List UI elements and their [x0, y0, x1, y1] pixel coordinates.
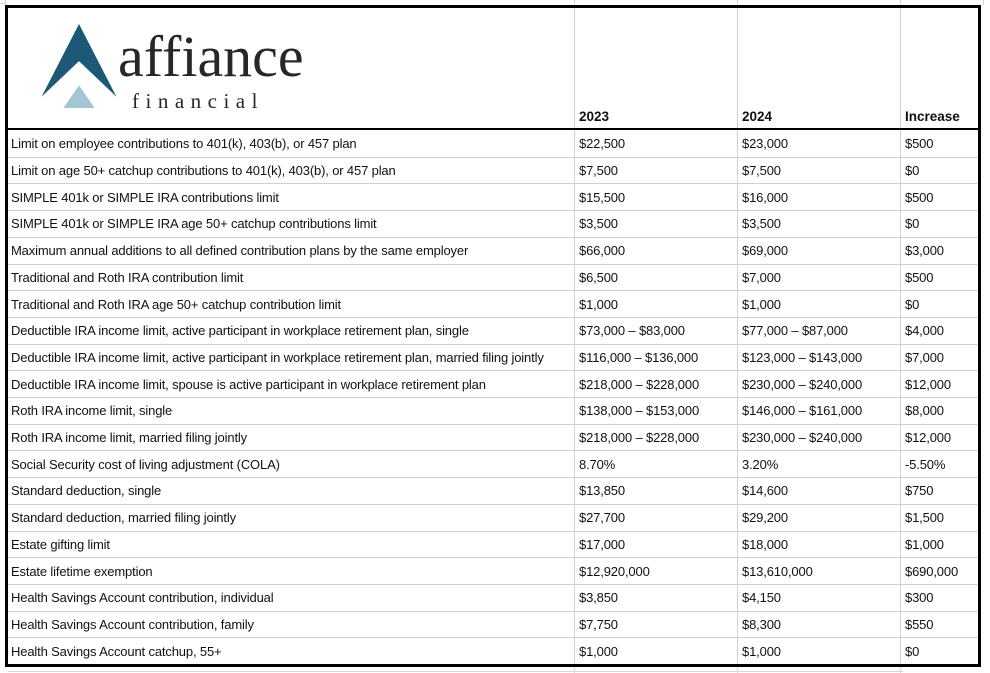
value-increase: -5.50% [900, 451, 978, 477]
value-2024: $1,000 [737, 291, 900, 317]
row-label: Maximum annual additions to all defined contribution plans by the same employer [11, 243, 469, 259]
value-increase: $0 [900, 158, 978, 184]
gridline [983, 0, 984, 5]
value-2023: $116,000 – $136,000 [574, 345, 737, 371]
value-2023: $13,850 [574, 478, 737, 504]
row-label: Social Security cost of living adjustment (COLA) [11, 456, 280, 472]
value-increase: $8,000 [900, 398, 978, 424]
row-label: Health Savings Account contribution, individual [11, 590, 274, 606]
value-increase: $0 [900, 211, 978, 237]
table-row [8, 237, 978, 264]
value-increase: $690,000 [900, 558, 978, 584]
logo-triangle-shape [63, 85, 94, 108]
row-label: Estate gifting limit [11, 536, 110, 552]
value-2023: $218,000 – $228,000 [574, 425, 737, 451]
value-2024: $7,000 [737, 265, 900, 291]
value-increase: $300 [900, 585, 978, 611]
value-increase: $4,000 [900, 318, 978, 344]
row-label: Traditional and Roth IRA age 50+ catchup contribution limit [11, 296, 341, 312]
row-label: Limit on employee contributions to 401(k), 403(b), or 457 plan [11, 135, 357, 151]
value-2024: $16,000 [737, 184, 900, 210]
value-increase: $500 [900, 130, 978, 157]
value-2023: $66,000 [574, 238, 737, 264]
table-row [8, 611, 978, 638]
value-2024: $230,000 – $240,000 [737, 425, 900, 451]
value-increase: $12,000 [900, 425, 978, 451]
table-row [8, 157, 978, 184]
value-increase: $7,000 [900, 345, 978, 371]
value-2024: 3.20% [737, 451, 900, 477]
row-label: Health Savings Account catchup, 55+ [11, 643, 222, 659]
table-row [8, 477, 978, 504]
value-2023: $7,750 [574, 612, 737, 638]
value-increase: $500 [900, 184, 978, 210]
row-label: Health Savings Account contribution, family [11, 616, 254, 632]
table-rows [8, 130, 978, 664]
value-2023: $3,850 [574, 585, 737, 611]
value-2024: $69,000 [737, 238, 900, 264]
col-header-increase: Increase [900, 8, 978, 128]
value-2024: $1,000 [737, 638, 900, 664]
value-2023: $1,000 [574, 638, 737, 664]
value-2023: $12,920,000 [574, 558, 737, 584]
value-2024: $8,300 [737, 612, 900, 638]
col-header-2024: 2024 [737, 8, 900, 128]
col-header-2023: 2023 [574, 8, 737, 128]
row-label: Deductible IRA income limit, spouse is active participant in workplace retirement plan [11, 376, 486, 392]
table-row [8, 183, 978, 210]
value-2024: $77,000 – $87,000 [737, 318, 900, 344]
value-2023: $6,500 [574, 265, 737, 291]
value-increase: $0 [900, 291, 978, 317]
value-2024: $123,000 – $143,000 [737, 345, 900, 371]
row-label: Estate lifetime exemption [11, 563, 153, 579]
table-row [8, 637, 978, 664]
table-row [8, 397, 978, 424]
table-row [8, 531, 978, 558]
value-2023: $15,500 [574, 184, 737, 210]
value-2023: $22,500 [574, 130, 737, 157]
brand-subname: financial [132, 89, 264, 113]
table-row [8, 370, 978, 397]
affiance-logo-icon [40, 24, 118, 108]
value-2023: $73,000 – $83,000 [574, 318, 737, 344]
table-row [8, 210, 978, 237]
value-2024: $29,200 [737, 505, 900, 531]
brand-name: affiance [118, 24, 304, 89]
row-label: SIMPLE 401k or SIMPLE IRA contributions limit [11, 189, 279, 205]
row-label: Roth IRA income limit, married filing jointly [11, 430, 247, 446]
row-label: Standard deduction, married filing jointly [11, 510, 236, 526]
value-2024: $3,500 [737, 211, 900, 237]
value-2023: 8.70% [574, 451, 737, 477]
value-2024: $230,000 – $240,000 [737, 371, 900, 397]
value-2023: $218,000 – $228,000 [574, 371, 737, 397]
logo-cell [8, 8, 574, 128]
table-row [8, 584, 978, 611]
value-2024: $18,000 [737, 532, 900, 558]
value-2023: $27,700 [574, 505, 737, 531]
table-row [8, 264, 978, 291]
gridline [900, 667, 901, 673]
row-label: Deductible IRA income limit, active participant in workplace retirement plan, married filing jointly [11, 349, 544, 365]
row-label: Roth IRA income limit, single [11, 403, 173, 419]
value-2024: $146,000 – $161,000 [737, 398, 900, 424]
table-row [8, 130, 978, 157]
value-2024: $23,000 [737, 130, 900, 157]
row-label: Traditional and Roth IRA contribution limit [11, 269, 244, 285]
value-2023: $138,000 – $153,000 [574, 398, 737, 424]
value-increase: $0 [900, 638, 978, 664]
row-label: Deductible IRA income limit, active participant in workplace retirement plan, single [11, 323, 469, 339]
value-increase: $750 [900, 478, 978, 504]
row-label: Limit on age 50+ catchup contributions to 401(k), 403(b), or 457 plan [11, 163, 396, 179]
table-header-row [8, 8, 978, 130]
table-row [8, 504, 978, 531]
value-2023: $7,500 [574, 158, 737, 184]
row-label: SIMPLE 401k or SIMPLE IRA age 50+ catchup contributions limit [11, 216, 377, 232]
value-increase: $12,000 [900, 371, 978, 397]
table-row [8, 424, 978, 451]
value-2024: $14,600 [737, 478, 900, 504]
value-2024: $7,500 [737, 158, 900, 184]
table-row [8, 317, 978, 344]
value-2023: $3,500 [574, 211, 737, 237]
value-2024: $4,150 [737, 585, 900, 611]
value-increase: $550 [900, 612, 978, 638]
value-2023: $17,000 [574, 532, 737, 558]
table-row [8, 557, 978, 584]
row-label: Standard deduction, single [11, 483, 162, 499]
value-increase: $3,000 [900, 238, 978, 264]
table-row [8, 450, 978, 477]
value-increase: $1,500 [900, 505, 978, 531]
gridline [8, 671, 903, 672]
value-increase: $1,000 [900, 532, 978, 558]
table-row [8, 344, 978, 371]
table-row [8, 290, 978, 317]
value-2023: $1,000 [574, 291, 737, 317]
gridline [574, 667, 575, 673]
limits-table [5, 5, 981, 667]
value-2024: $13,610,000 [737, 558, 900, 584]
gridline [737, 667, 738, 673]
value-increase: $500 [900, 265, 978, 291]
